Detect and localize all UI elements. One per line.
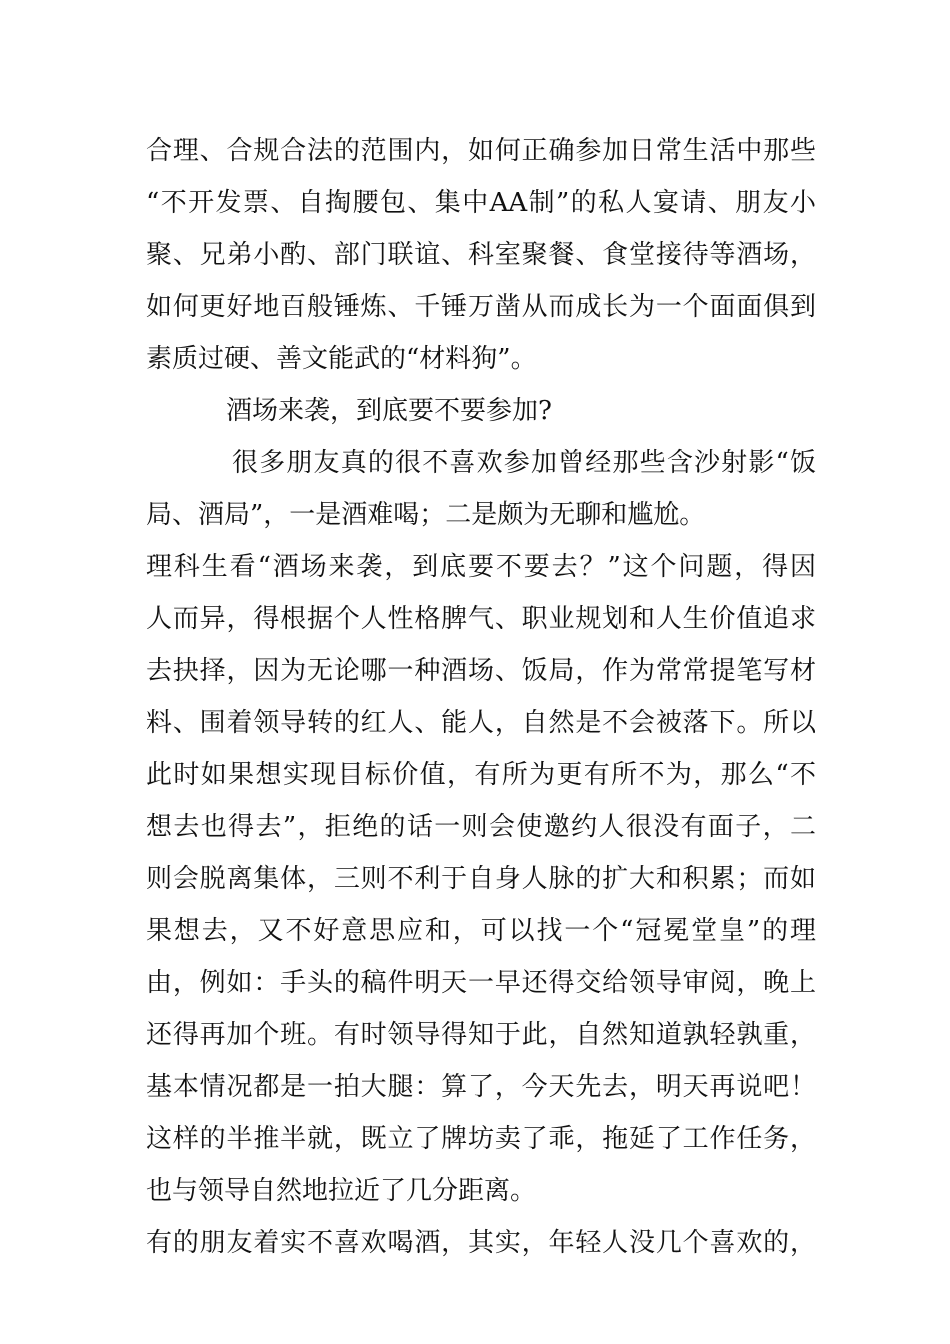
text-line: 果想去，又不好意思应和，可以找一个“冠冕堂皇”的理: [146, 916, 816, 946]
body-text: [146, 125, 816, 1269]
text-line: 料、围着领导转的红人、能人，自然是不会被落下。所以: [146, 708, 816, 738]
text-line: 则会脱离集体，三则不利于自身人脉的扩大和积累；而如: [146, 864, 816, 894]
text-line: 如何更好地百般锤炼、千锤万凿从而成长为一个面面俱到: [146, 292, 816, 322]
text-line: 很多朋友真的很不喜欢参加曾经那些含沙射影“饭: [232, 448, 816, 478]
text-line: 素质过硬、善文能武的“材料狗”。: [146, 344, 537, 374]
text-line: 去抉择，因为无论哪一种酒场、饭局，作为常常提笔写材: [146, 656, 816, 686]
text-line: 聚、兄弟小酌、部门联谊、科室聚餐、食堂接待等酒场，: [146, 240, 816, 270]
text-line: 理科生看“酒场来袭，到底要不要去？”这个问题，得因: [146, 552, 816, 582]
text-line: 局、酒局”，一是酒难喝；二是颇为无聊和尴尬。: [146, 500, 706, 530]
text-line: 也与领导自然地拉近了几分距离。: [146, 1176, 537, 1206]
text-line: 还得再加个班。有时领导得知于此，自然知道孰轻孰重，: [146, 1020, 816, 1050]
text-line: 基本情况都是一拍大腿：算了，今天先去，明天再说吧！: [146, 1072, 816, 1102]
section-heading: 酒场来袭，到底要不要参加?: [226, 396, 552, 426]
text-line: 合理、合规合法的范围内，如何正确参加日常生活中那些: [146, 136, 816, 166]
text-line: 此时如果想实现目标价值，有所为更有所不为，那么“不: [146, 760, 816, 790]
text-line: 想去也得去”，拒绝的话一则会使邀约人很没有面子，二: [146, 812, 816, 842]
text-line: “不开发票、自掏腰包、集中AA制”的私人宴请、朋友小: [146, 188, 816, 218]
text-line: 由，例如：手头的稿件明天一早还得交给领导审阅，晚上: [146, 968, 816, 998]
text-line: 人而异，得根据个人性格脾气、职业规划和人生价值追求: [146, 604, 816, 634]
text-line: 这样的半推半就，既立了牌坊卖了乖，拖延了工作任务，: [146, 1124, 816, 1154]
text-line: 有的朋友着实不喜欢喝酒，其实，年轻人没几个喜欢的，: [146, 1228, 816, 1258]
